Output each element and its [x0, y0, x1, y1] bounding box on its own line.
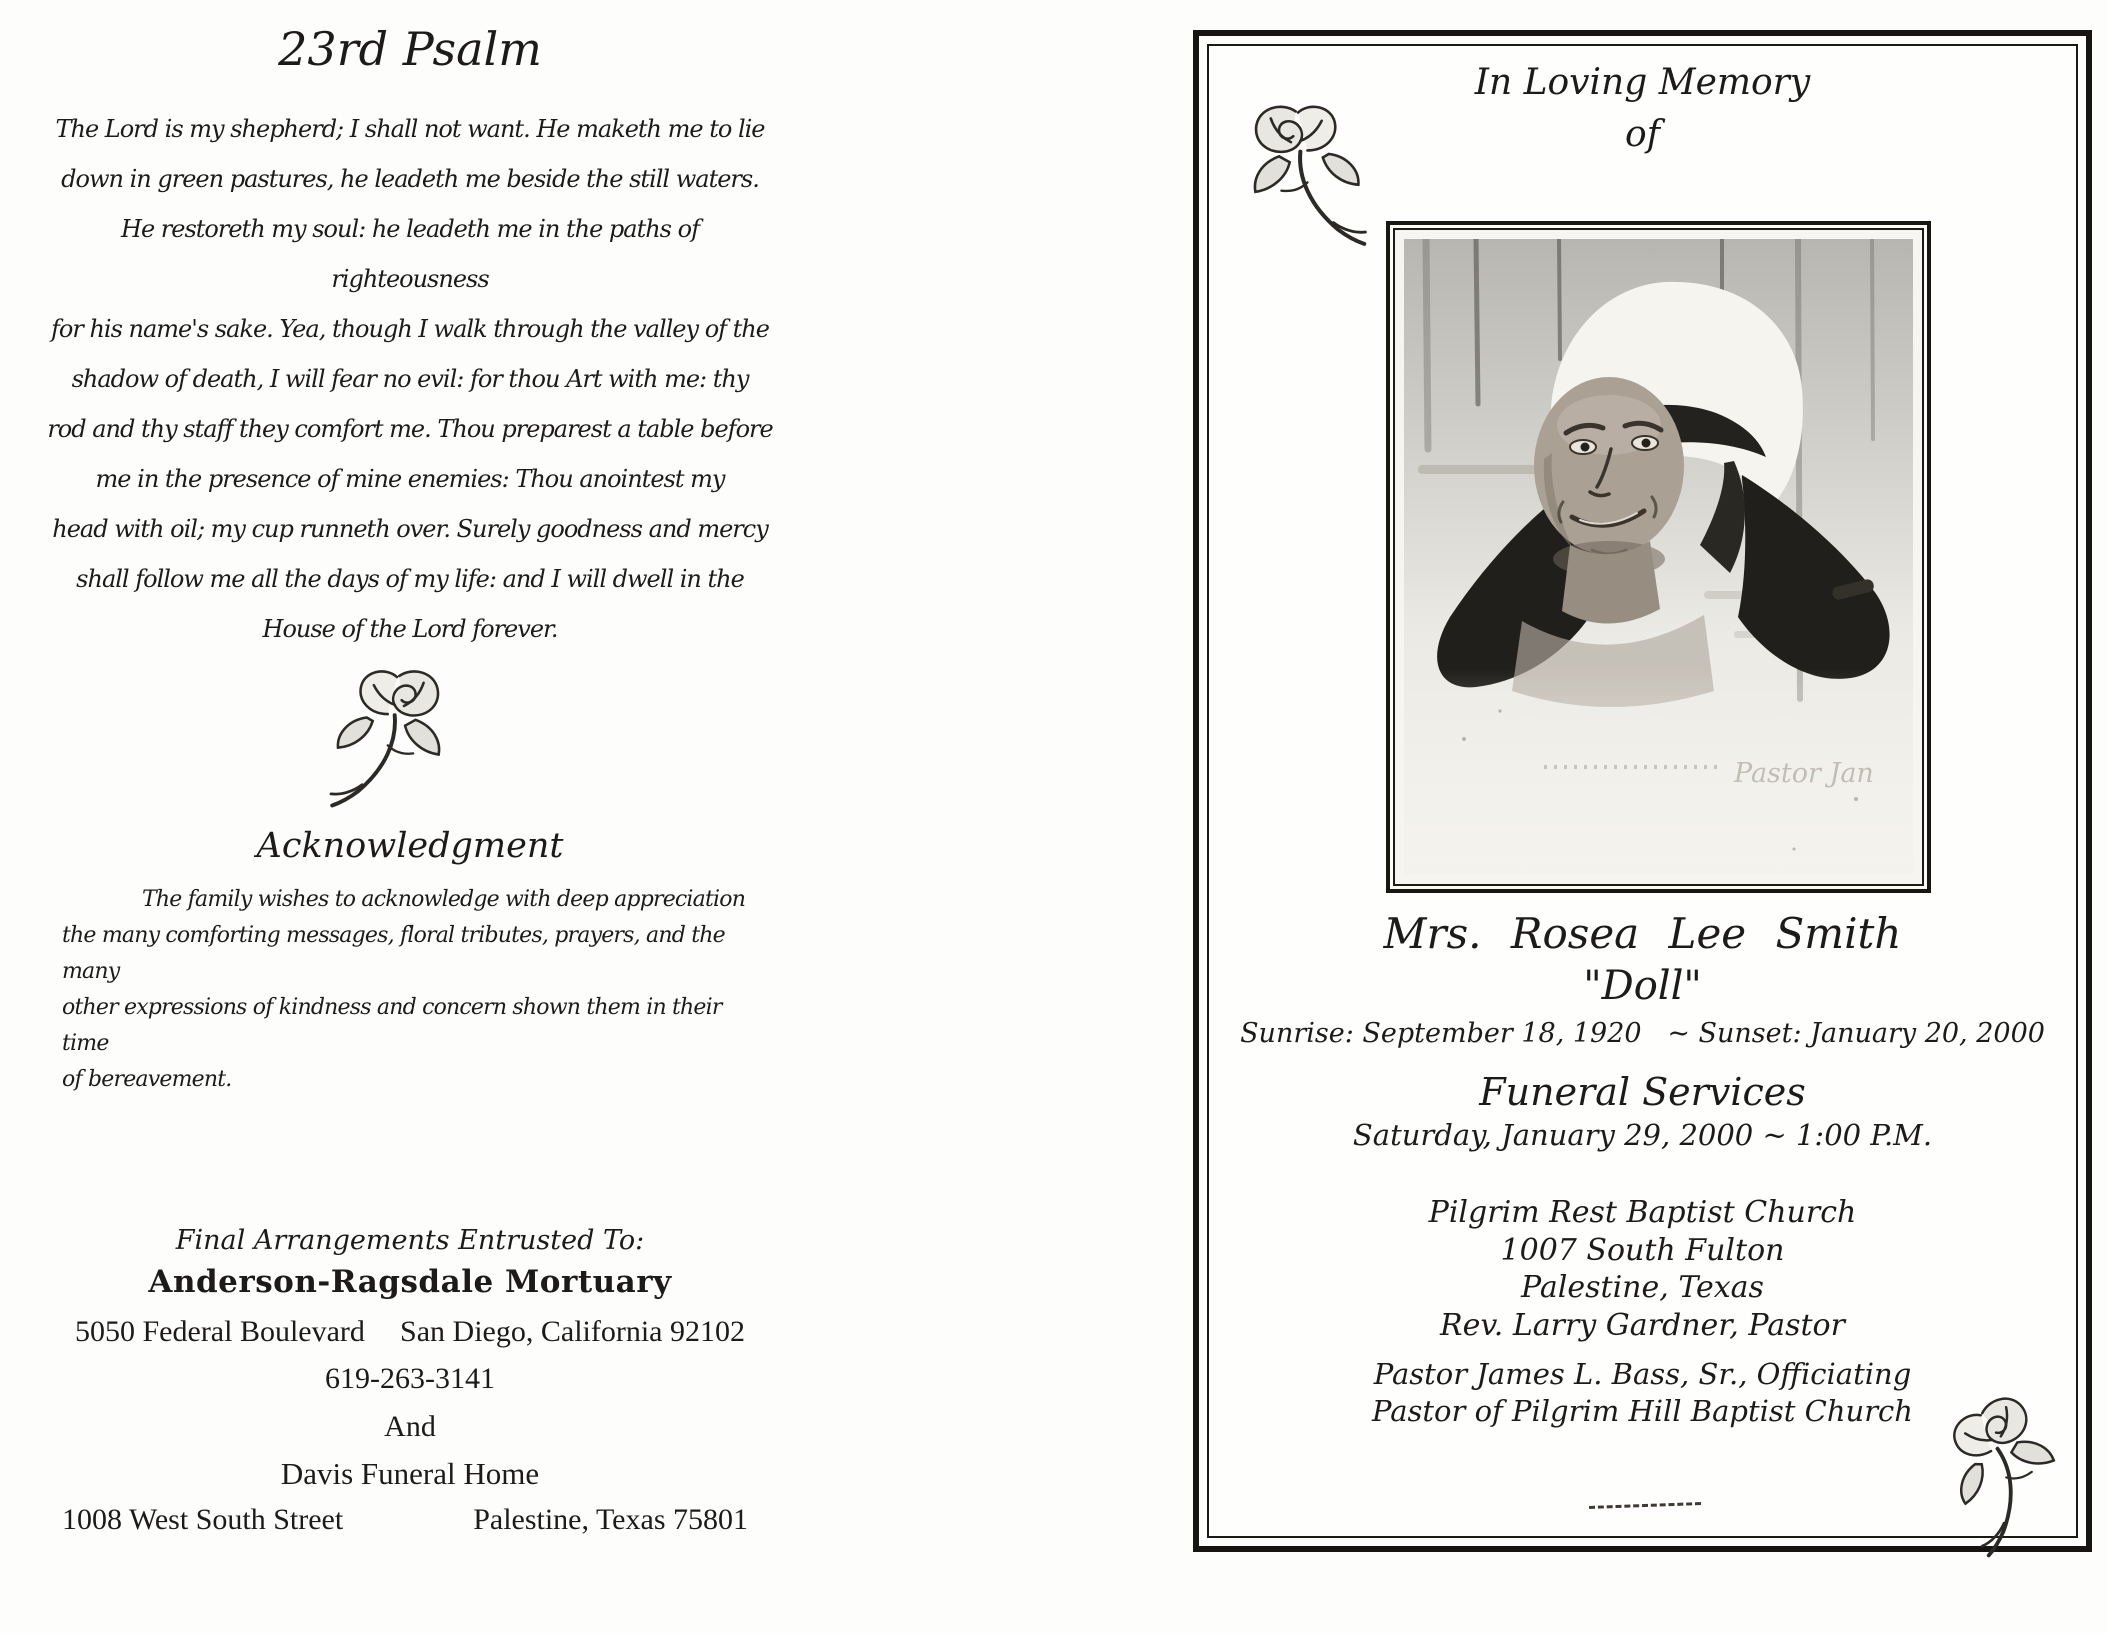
- front-page: [1060, 0, 2107, 1633]
- portrait-photo: [1404, 239, 1913, 875]
- rose-icon: [308, 662, 486, 824]
- psalm-line: shadow of death, I will fear no evil: for thou Art with me: thy: [71, 365, 749, 393]
- psalm-title: 23rd Psalm: [278, 22, 542, 76]
- services-title: Funeral Services: [1479, 1070, 1806, 1114]
- psalm-line: for his name's sake. Yea, though I walk through the valley of the: [51, 315, 769, 343]
- psalm-line: me in the presence of mine enemies: Thou anointest my: [95, 465, 725, 493]
- acknowledgment-line: the many comforting messages, floral tributes, prayers, and the many: [62, 923, 725, 984]
- mortuary-street: 5050 Federal Boulevard: [75, 1315, 365, 1348]
- acknowledgment-line: The family wishes to acknowledge with deep appreciation: [142, 887, 746, 912]
- church-name: Pilgrim Rest Baptist Church: [1428, 1195, 1857, 1230]
- mortuary-address: [75, 1315, 745, 1349]
- photo-bleed-text: Pastor Jan: [1734, 758, 1874, 789]
- decorative-frame: [1193, 30, 2092, 1552]
- memory-header-of: of: [1625, 114, 1660, 155]
- psalm-line: rod and thy staff they comfort me. Thou preparest a table before: [47, 415, 773, 443]
- deceased-name: Mrs. Rosea Lee Smith: [1383, 909, 1902, 958]
- psalm-line: shall follow me all the days of my life: and I will dwell in the: [76, 565, 744, 593]
- acknowledgment-text: [62, 882, 762, 1098]
- and-label: And: [384, 1410, 436, 1443]
- memory-header: In Loving Memory: [1474, 62, 1811, 103]
- funeral-home-name: Davis Funeral Home: [280, 1456, 540, 1491]
- mortuary-city: San Diego, California 92102: [400, 1315, 745, 1348]
- psalm-line: head with oil; my cup runneth over. Surely goodness and mercy: [52, 515, 768, 543]
- church-info: [1199, 1194, 2086, 1344]
- psalm-line: down in green pastures, he leadeth me beside the still waters.: [61, 165, 759, 193]
- acknowledgment-title: Acknowledgment: [256, 826, 564, 866]
- officiant-line: Pastor James L. Bass, Sr., Officiating: [1373, 1357, 1912, 1391]
- funeral-home-street: 1008 West South Street: [62, 1503, 344, 1536]
- final-arrangements-label: Final Arrangements Entrusted To:: [175, 1225, 645, 1256]
- funeral-home-address: [62, 1503, 748, 1537]
- portrait-photo-frame: [1386, 221, 1931, 893]
- psalm-line: He restoreth my soul: he leadeth me in the paths of righteousness: [121, 215, 699, 293]
- church-pastor: Rev. Larry Gardner, Pastor: [1440, 1307, 1845, 1343]
- sunrise-sunset-dates: Sunrise: September 18, 1920 ~ Sunset: January 20, 2000: [1240, 1018, 2045, 1049]
- psalm-line: The Lord is my shepherd; I shall not want. He maketh me to lie: [55, 115, 765, 143]
- acknowledgment-line: of bereavement.: [62, 1067, 232, 1092]
- portrait-photo-mat: [1393, 228, 1924, 886]
- officiant-line: Pastor of Pilgrim Hill Baptist Church: [1372, 1394, 1913, 1428]
- mortuary-name: Anderson-Ragsdale Mortuary: [148, 1264, 672, 1300]
- psalm-line: House of the Lord forever.: [262, 615, 558, 643]
- mortuary-phone: 619-263-3141: [325, 1362, 495, 1395]
- psalm-text: [40, 104, 780, 654]
- church-city: Palestine, Texas: [1521, 1270, 1764, 1305]
- services-datetime: Saturday, January 29, 2000 ~ 1:00 P.M.: [1352, 1118, 1933, 1152]
- deceased-nickname: "Doll": [1583, 963, 1702, 1009]
- funeral-home-city: Palestine, Texas 75801: [473, 1503, 748, 1536]
- church-street: 1007 South Fulton: [1500, 1232, 1785, 1268]
- rose-stem-trail: [1589, 1502, 1701, 1509]
- acknowledgment-line: other expressions of kindness and concern shown them in their time: [62, 995, 722, 1056]
